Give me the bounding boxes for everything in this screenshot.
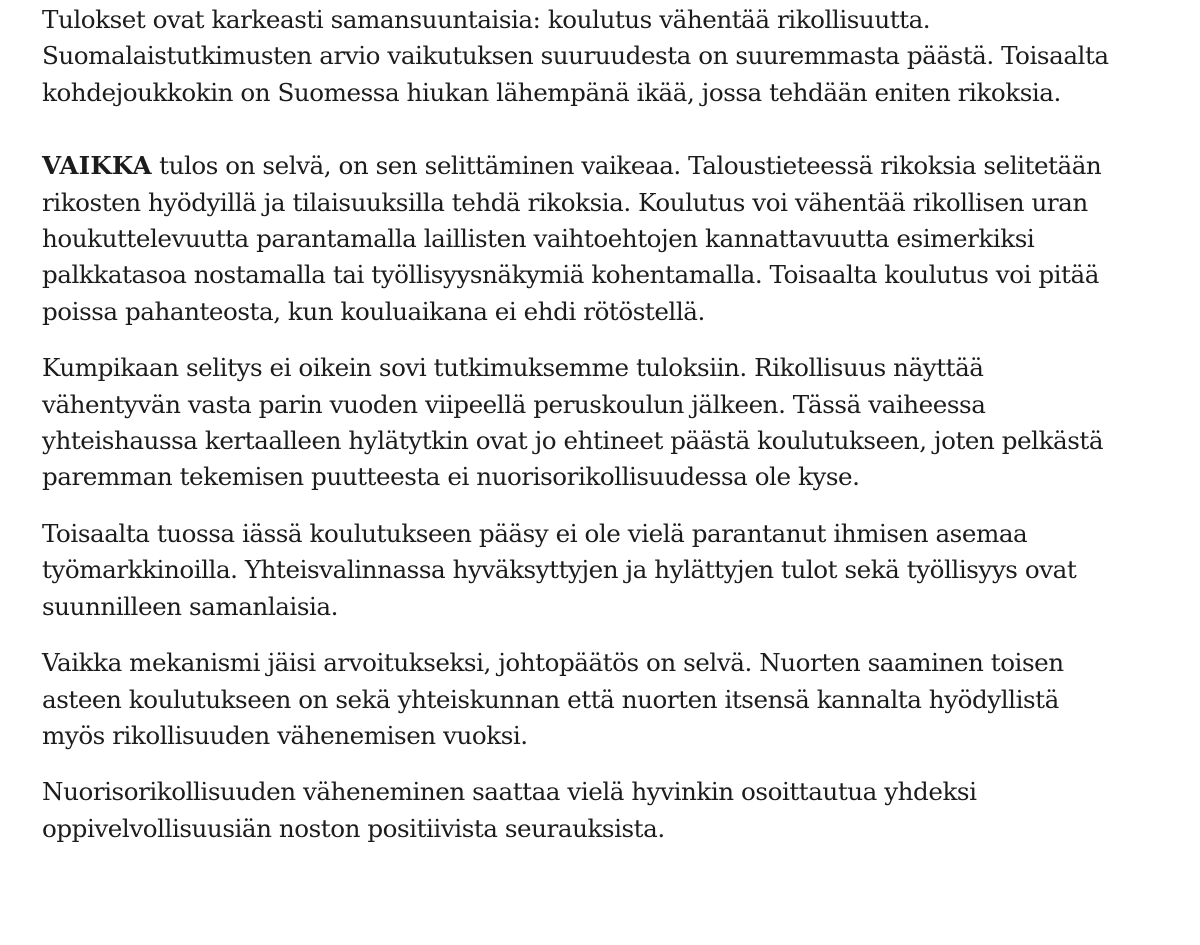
paragraph-6: Nuorisorikollisuuden väheneminen saattaa vielä hyvinkin osoittautua yhdeksi oppivelvollisuusiän noston positiivista seurauksista.: [42, 777, 977, 843]
paragraph-4: Toisaalta tuossa iässä koulutukseen pääsy ei ole vielä parantanut ihmisen asemaa työmarkkinoilla. Yhteisvalinnassa hyväksyttyjen ja hylättyjen tulot sekä työllisyys ovat suunnilleen samanlaisia.: [42, 518, 1077, 621]
paragraph-1: Tulokset ovat karkeasti samansuuntaisia: koulutus vähentää rikollisuutta. Suomalaistutkimusten arvio vaikutuksen suuruudesta on suuremmasta päästä. Toisaalta kohdejoukkokin on Suomessa hiukan lähempänä ikää, jossa tehdään eniten rikoksia.: [42, 5, 1109, 107]
paragraph-2-text: tulos on selvä, on sen selittäminen vaikeaa. Taloustieteessä rikoksia selitetään rikosten hyödyillä ja tilaisuuksilla tehdä rikoksia. Koulutus voi vähentää rikollisen uran houkuttelevuutta parantamalla laillisten vaihtoehtojen kannattavuutta esimerkiksi palkkatasoa nostamalla tai työllisyysnäkymiä kohentamalla. Toisaalta koulutus voi pitää poissa pahanteosta, kun kouluaikana ei ehdi rötöstellä.: [42, 151, 1102, 326]
article-body: [42, 2, 1192, 847]
paragraph-5: Vaikka mekanismi jäisi arvoitukseksi, johtopäätös on selvä. Nuorten saaminen toisen asteen koulutukseen on sekä yhteiskunnan että nuorten itsensä kannalta hyödyllistä myös rikollisuuden vähenemisen vuoksi.: [42, 648, 1064, 750]
paragraph-3: Kumpikaan selitys ei oikein sovi tutkimuksemme tuloksiin. Rikollisuus näyttää vähentyvän vasta parin vuoden viipeellä peruskoulun jälkeen. Tässä vaiheessa yhteishaussa kertaalleen hylätytkin ovat jo ehtineet päästä koulutukseen, joten pelkästä paremman tekemisen puutteesta ei nuorisorikollisuudessa ole kyse.: [42, 353, 1104, 492]
paragraph-2: [42, 148, 1192, 330]
paragraph-lead-word: VAIKKA: [42, 151, 152, 181]
